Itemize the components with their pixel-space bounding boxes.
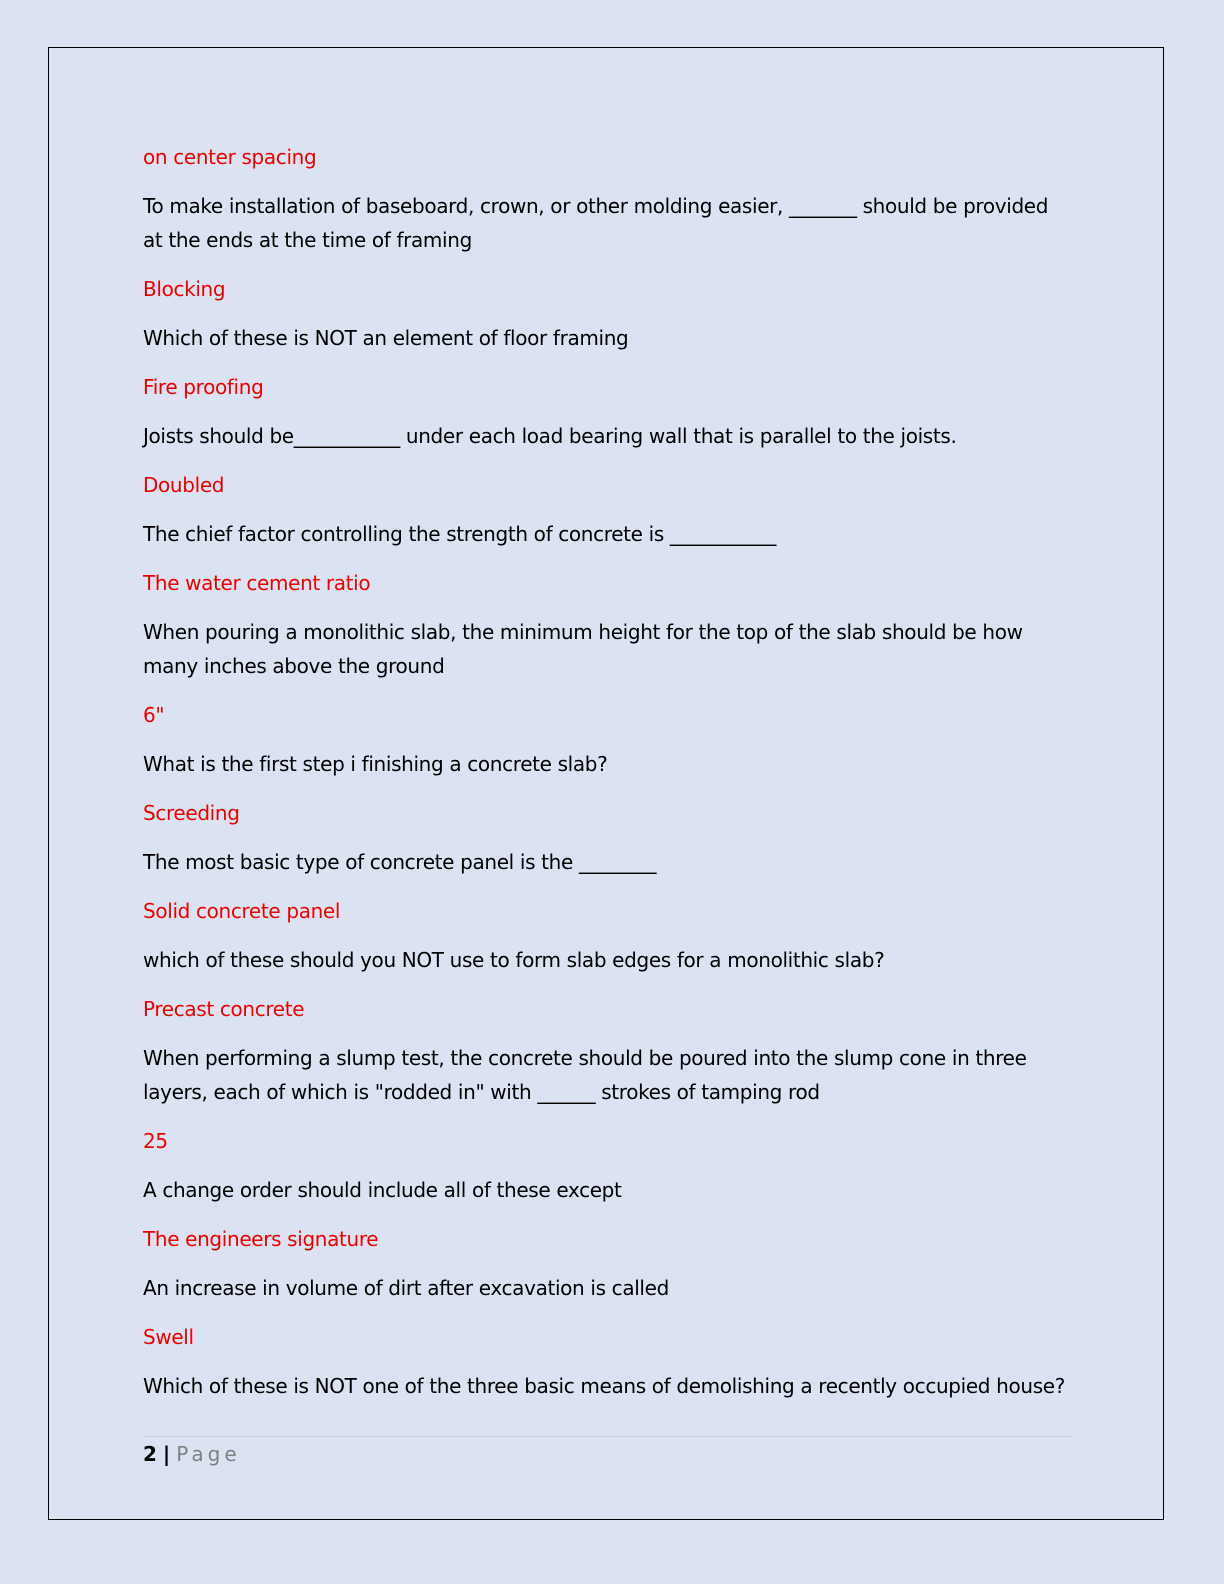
answer-text: Swell (143, 1325, 194, 1349)
question-text: Which of these is NOT an element of floor framing (143, 326, 629, 350)
answer-text: 6" (143, 703, 165, 727)
answer-text: on center spacing (143, 145, 317, 169)
question-text: When pouring a monolithic slab, the minimum height for the top of the slab should be how many inches above the ground (143, 620, 1023, 678)
question-text: What is the first step i finishing a concrete slab? (143, 752, 608, 776)
question-text: A change order should include all of these except (143, 1178, 622, 1202)
answer-text: 25 (143, 1129, 168, 1153)
answer-text: Solid concrete panel (143, 899, 341, 923)
answer-text: Fire proofing (143, 375, 264, 399)
answer-text: The engineers signature (143, 1227, 379, 1251)
question-text: The chief factor controlling the strength of concrete is ___________ (143, 522, 777, 546)
page-footer (143, 1440, 241, 1468)
footer-separator: | (162, 1442, 171, 1466)
question-text: Joists should be___________ under each load bearing wall that is parallel to the joists. (143, 424, 957, 448)
question-text: When performing a slump test, the concrete should be poured into the slump cone in three layers, each of which is "rodded in" with ______ strokes of tamping rod (143, 1046, 1027, 1104)
answer-text: Doubled (143, 473, 225, 497)
question-text: which of these should you NOT use to form slab edges for a monolithic slab? (143, 948, 885, 972)
question-text: The most basic type of concrete panel is the ________ (143, 850, 657, 874)
page-label: Page (176, 1442, 241, 1466)
question-text: An increase in volume of dirt after excavation is called (143, 1276, 669, 1300)
answer-text: Screeding (143, 801, 240, 825)
question-text: To make installation of baseboard, crown, or other molding easier, _______ should be provided at the ends at the time of framing (143, 194, 1049, 252)
answer-text: Blocking (143, 277, 226, 301)
answer-text: The water cement ratio (143, 571, 371, 595)
footer-divider (143, 1436, 1073, 1437)
answer-text: Precast concrete (143, 997, 305, 1021)
page-number: 2 (143, 1442, 157, 1466)
question-text: Which of these is NOT one of the three basic means of demolishing a recently occupied house? (143, 1374, 1065, 1398)
document-body (143, 140, 1073, 1418)
